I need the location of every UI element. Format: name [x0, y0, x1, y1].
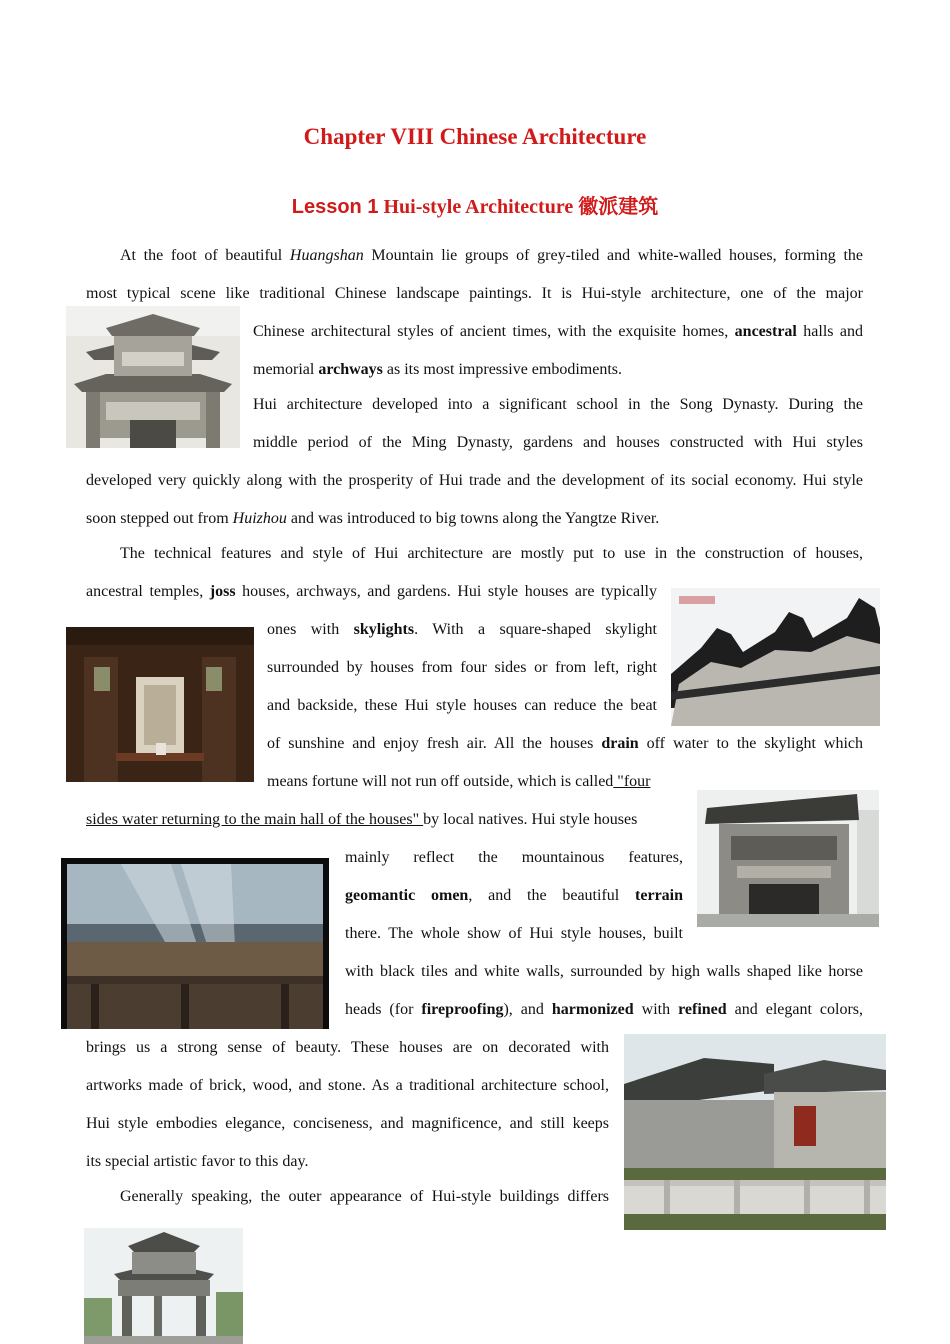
text: At the foot of beautiful — [120, 247, 290, 264]
keyword: joss — [209, 583, 236, 600]
lesson-name: Hui-style Architecture 徽派建筑 — [383, 196, 659, 218]
text: houses, archways, and gardens. Hui style houses are typically — [235, 583, 657, 600]
paragraph-3-line-6 — [267, 733, 863, 755]
quote: "four — [613, 773, 651, 790]
text: as its most impressive embodiments. — [382, 361, 622, 378]
paragraph-1-line-3 — [253, 321, 863, 343]
text: ones with — [267, 621, 354, 638]
keyword: terrain — [635, 887, 684, 904]
paragraph-2-line-4 — [86, 508, 659, 530]
paragraph-3-line-9: mainly reflect the mountainous features, — [345, 849, 683, 866]
paragraph-1-line-4 — [253, 359, 622, 381]
paragraph-3-line-7 — [267, 771, 650, 793]
text: with — [633, 1001, 679, 1018]
text: , and the beautiful — [468, 887, 636, 904]
text: memorial — [253, 361, 319, 378]
text: by local natives. Hui style houses — [423, 811, 638, 828]
text: of sunshine and enjoy fresh air. All the houses — [267, 735, 602, 752]
quote: sides water returning to the main hall of the houses" — [86, 811, 424, 828]
paragraph-3-line-11: there. The whole show of Hui style houses, built — [345, 925, 683, 942]
paragraph-3-line-15: artworks made of brick, wood, and stone. As a traditional architecture school, — [86, 1077, 609, 1094]
skylight-courtyard-photo — [61, 858, 329, 1029]
paragraph-3-line-8 — [86, 809, 637, 831]
paragraph-3-line-14: brings us a strong sense of beauty. These houses are on decorated with — [86, 1039, 609, 1056]
paragraph-2-line-2: middle period of the Ming Dynasty, gardens and houses constructed with Hui styles — [253, 434, 863, 451]
paragraph-2-line-1: Hui architecture developed into a significant school in the Song Dynasty. During the — [253, 396, 863, 413]
keyword: fireproofing — [421, 1001, 504, 1018]
keyword: geomantic omen — [345, 887, 469, 904]
place-name: Huangshan — [289, 247, 364, 264]
paragraph-1-line-1 — [120, 245, 863, 267]
text: halls and — [796, 323, 863, 340]
paragraph-3-line-13 — [345, 999, 863, 1021]
paragraph-3-line-17: its special artistic favor to this day. — [86, 1153, 309, 1170]
keyword: drain — [601, 735, 639, 752]
paragraph-3-line-16: Hui style embodies elegance, conciseness, and magnificence, and still keeps — [86, 1115, 609, 1132]
text: Mountain lie groups of grey-tiled and white-walled houses, forming the — [363, 247, 864, 264]
carved-gate-photo — [697, 790, 879, 927]
paragraph-1-line-2: most typical scene like traditional Chinese landscape paintings. It is Hui-style architecture, one of the major — [86, 285, 863, 302]
paragraph-3-line-10 — [345, 885, 683, 907]
text: ancestral temples, — [86, 583, 210, 600]
text: means fortune will not run off outside, which is called — [267, 773, 614, 790]
archway-photo — [66, 306, 240, 448]
keyword: skylights — [353, 621, 415, 638]
lesson-title — [0, 190, 950, 219]
paragraph-3-line-3 — [267, 619, 657, 641]
lesson-prefix: Lesson 1 — [291, 196, 379, 218]
place-name: Huizhou — [232, 510, 287, 527]
interior-hall-photo — [66, 627, 254, 782]
text: Chinese architectural styles of ancient times, with the exquisite homes, — [253, 323, 735, 340]
text: off water to the skylight which — [638, 735, 863, 752]
paragraph-3-line-12: with black tiles and white walls, surrounded by high walls shaped like horse — [345, 963, 863, 980]
horse-head-walls-photo — [671, 588, 880, 726]
keyword: archways — [318, 361, 383, 378]
text: and elegant colors, — [726, 1001, 864, 1018]
paragraph-3-line-2 — [86, 581, 657, 603]
paragraph-3-line-5: and backside, these Hui style houses can reduce the beat — [267, 697, 657, 714]
text: ), and — [503, 1001, 552, 1018]
keyword: refined — [678, 1001, 727, 1018]
garden-balustrade-photo — [624, 1034, 886, 1230]
paragraph-2-line-3: developed very quickly along with the prosperity of Hui trade and the development of its social economy. Hui style — [86, 472, 863, 489]
keyword: ancestral — [734, 323, 797, 340]
paragraph-3-line-1: The technical features and style of Hui architecture are mostly put to use in the construction of houses, — [120, 545, 863, 562]
paragraph-4-line-1: Generally speaking, the outer appearance of Hui-style buildings differs — [120, 1188, 609, 1205]
stone-archway-photo — [84, 1228, 243, 1344]
chapter-title: Chapter VIII Chinese Architecture — [303, 124, 647, 149]
text: . With a square-shaped skylight — [414, 621, 657, 638]
keyword: harmonized — [551, 1001, 634, 1018]
text: soon stepped out from — [86, 510, 233, 527]
text: heads (for — [345, 1001, 422, 1018]
text: and was introduced to big towns along the Yangtze River. — [286, 510, 660, 527]
paragraph-3-line-4: surrounded by houses from four sides or from left, right — [267, 659, 657, 676]
